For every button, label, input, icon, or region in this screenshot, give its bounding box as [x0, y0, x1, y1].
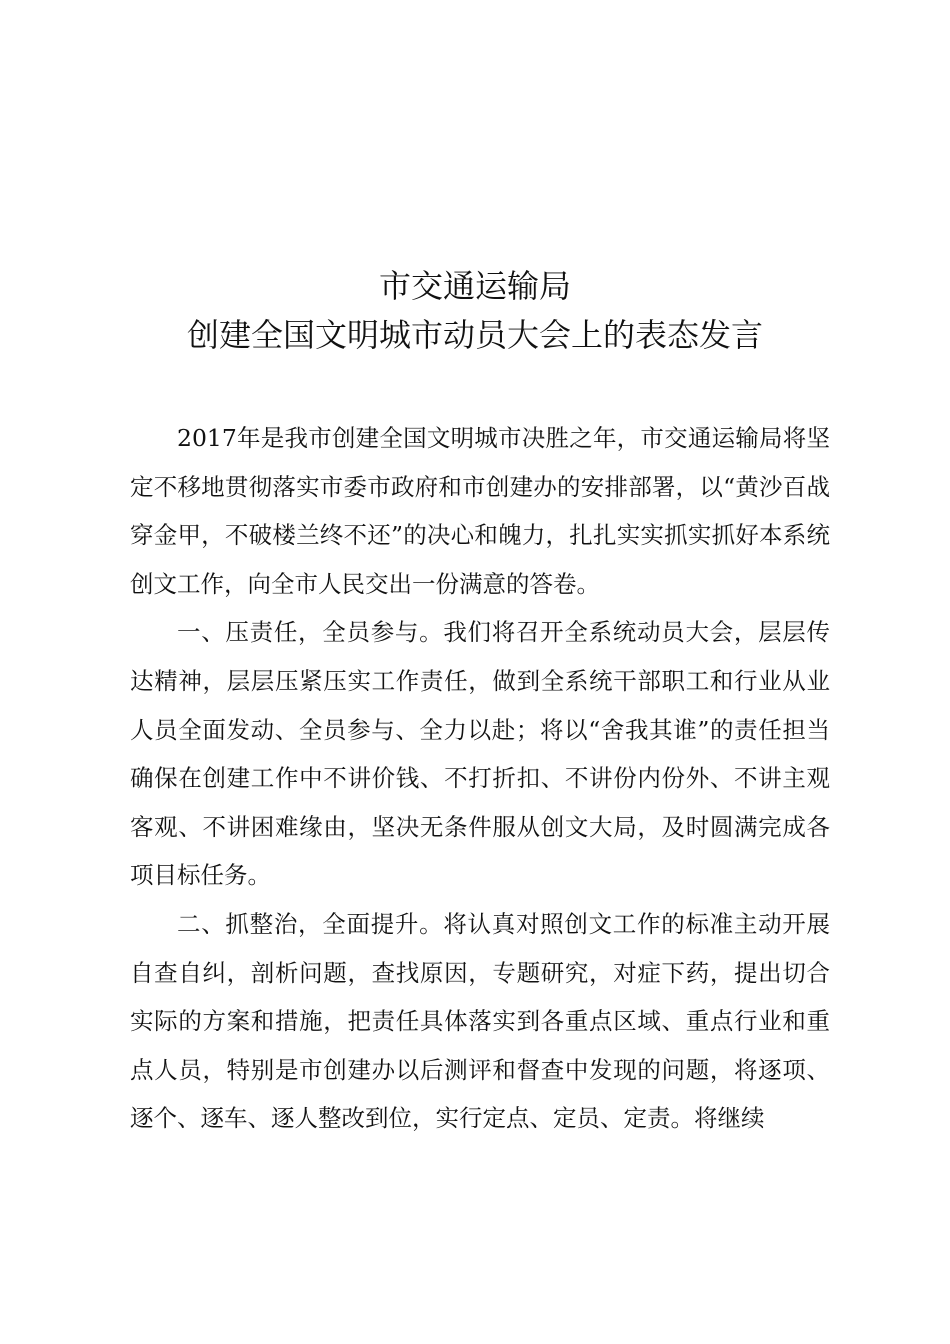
title-line-subject: 创建全国文明城市动员大会上的表态发言 [186, 316, 763, 354]
paragraph-section-one: 一、压责任，全员参与。我们将召开全系统动员大会，层层传达精神，层层压紧压实工作责任，做到全系统干部职工和行业从业人员全面发动、全员参与、全力以赴；将以“舍我其谁”的责任担当确保在创建工作中不讲价钱、不打折扣、不讲份内份外、不讲主观客观、不讲困难缘由，坚决无条件服从创文大局，及时圆满完成各项目标任务。 [130, 618, 830, 890]
document-title [0, 262, 950, 360]
paragraph-intro: 2017年是我市创建全国文明城市决胜之年，市交通运输局将坚定不移地贯彻落实市委市政府和市创建办的安排部署，以“黄沙百战穿金甲，不破楼兰终不还”的决心和魄力，扎扎实实抓实抓好本系统创文工作，向全市人民交出一份满意的答卷。 [130, 424, 830, 598]
title-line-organization: 市交通运输局 [378, 267, 571, 305]
paragraph-section-two: 二、抓整治，全面提升。将认真对照创文工作的标准主动开展自查自纠，剖析问题，查找原因，专题研究，对症下药，提出切合实际的方案和措施，把责任具体落实到各重点区域、重点行业和重点人员，特别是市创建办以后测评和督查中发现的问题，将逐项、逐个、逐车、逐人整改到位，实行定点、定员、定责。将继续 [130, 909, 830, 1133]
document-body [130, 414, 830, 1143]
